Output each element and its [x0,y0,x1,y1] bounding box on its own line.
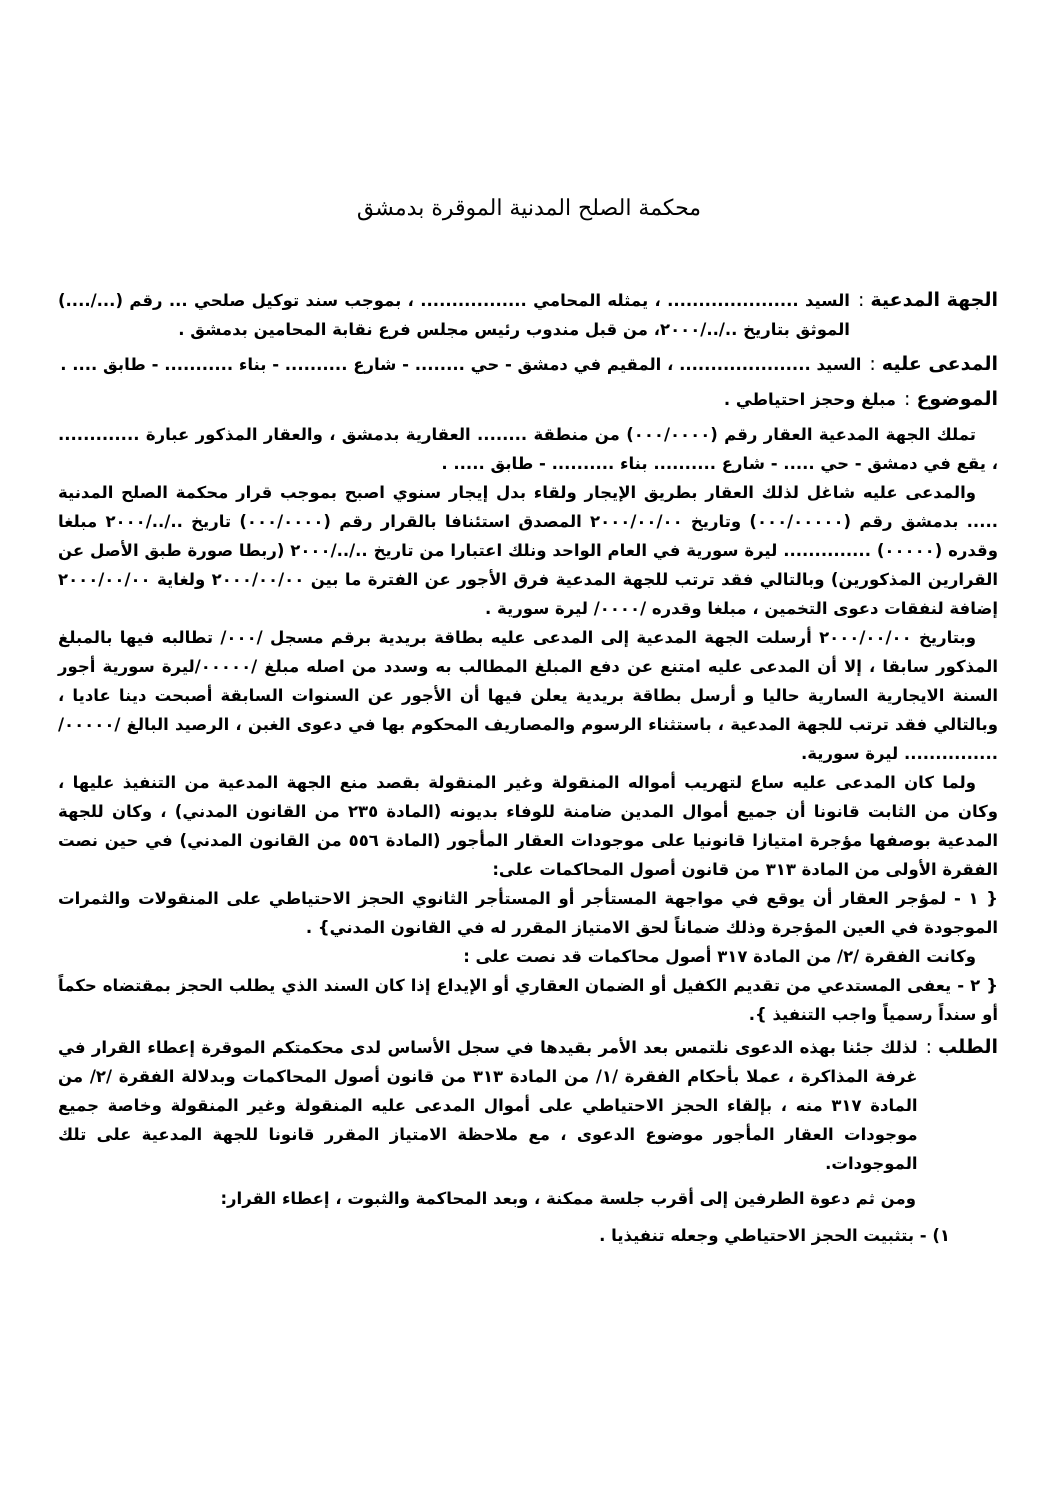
paragraph-notice: وبتاريخ ٢٠٠٠/٠٠/٠٠ أرسلت الجهة المدعية إلى المدعى عليه بطاقة بريدية برقم مسجل /٠٠٠/ تطالبه فيها بالمبلغ المذكور سابقا ، إلا أن المدعى عليه امتنع عن دفع المبلغ المطالب به وسدد من اصله مبلغ /٠٠٠٠٠/ليرة سورية أجور السنة الايجارية السارية حاليا و أرسل بطاقة بريدية يعلن فيها أن الأجور عن السنوات السابقة أصبحت دينا عاديا ، وبالتالي فقد ترتب للجهة المدعية ، باستثناء الرسوم والمصاريف المحكوم بها في دعوى الغبن ، الرصيد البالغ /٠٠٠٠٠/ ............... ليرة سورية. [58,628,998,763]
request-followup: ومن ثم دعوة الطرفين إلى أقرب جلسة ممكنة ، وبعد المحاكمة والثبوت ، إعطاء القرار: [220,1189,916,1208]
subject-label: الموضوع [916,388,998,410]
colon-separator: : [857,289,865,311]
paragraph-property: تملك الجهة المدعية العقار رقم (٠٠٠/٠٠٠٠) من منطقة ........ العقارية بدمشق ، والعقار المذكور عبارة ............. ، يقع في دمشق - حي ..... - شارع .......... بناء .......... - طابق ..... . [58,425,998,473]
document-body [58,286,998,1250]
subject-text: مبلغ وحجز احتياطي . [723,390,897,409]
defendant-section [58,350,998,379]
paragraph-lease: والمدعى عليه شاغل لذلك العقار بطريق الإيجار ولقاء بدل إيجار سنوي اصبح بموجب قرار محكمة الصلح المدنية ..... بدمشق رقم (٠٠٠/٠٠٠٠٠) وتاريخ ٢٠٠٠/٠٠/٠٠ المصدق استئنافا بالقرار رقم (٠٠٠/٠٠٠٠) تاريخ ../../٢٠٠٠ مبلغا وقدره (٠٠٠٠٠) .............. ليرة سورية في العام الواحد ونلك اعتبارا من تاريخ ../../٢٠٠٠ (ربطا صورة طبق الأصل عن القرارين المذكورين) وبالتالي فقد ترتب للجهة المدعية فرق الأجور عن الفترة ما بين ٢٠٠٠/٠٠/٠٠ ولغاية ٢٠٠٠/٠٠/٠٠ إضافة لنفقات دعوى التخمين ، مبلغا وقدره /٠٠٠٠/ ليرة سورية . [58,483,998,618]
facts-section [58,420,998,1029]
plaintiff-text: السيد ..................... ، يمثله المحامي ................. ، بموجب سند توكيل صلحي ... رقم (.../....) الموثق بتاريخ ../../٢٠٠٠، من قبل مندوب رئيس مجلس فرع نقابة المحامين بدمشق . [58,291,850,339]
request-text: لذلك جئنا بهذه الدعوى نلتمس بعد الأمر بقيدها في سجل الأساس لدى محكمتكم الموقرة إعطاء القرار في غرفة المذاكرة ، عملا بأحكام الفقرة /١/ من المادة ٣١٣ من قانون أصول المحاكمات وبدلالة الفقرة /٢/ من المادة ٣١٧ منه ، بإلقاء الحجز الاحتياطي على أموال المدعى عليه المنقولة وغير المنقولة وخاصة جميع موجودات العقار المأجور موضوع الدعوى ، مع ملاحظة الامتياز المقرر قانونا للجهة المدعية على تلك الموجودات. [58,1038,918,1173]
colon-separator: : [869,353,876,375]
request-section [58,1033,998,1178]
request-item: ١) - بتثبيت الحجز الاحتياطي وجعله تنفيذيا . [599,1226,950,1245]
paragraph-legal-basis: ولما كان المدعى عليه ساع لتهريب أمواله المنقولة وغير المنقولة بقصد منع الجهة المدعية من التنفيذ عليها ، وكان من الثابت قانونا أن جميع أموال المدين ضامنة للوفاء بديونه (المادة ٢٣٥ من القانون المدني) ، وكان للجهة المدعية بوصفها مؤجرة امتيازا قانونيا على موجودات العقار المأجور (المادة ٥٥٦ من القانون المدني) في حين نصت الفقرة الأولى من المادة ٣١٣ من قانون أصول المحاكمات على: [58,773,998,879]
court-title: محكمة الصلح المدنية الموقرة بدمشق [356,196,702,221]
quoted-article-317: { ٢ - يعفى المستدعي من تقديم الكفيل أو الضمان العقاري أو الإيداع إذا كان السند الذي يطلب الحجز بمقتضاه حكماً أو سنداً رسمياً واجب التنفيذ }. [58,976,998,1024]
plaintiff-section [58,286,998,344]
request-label: الطلب [937,1036,998,1058]
defendant-text: السيد ..................... ، المقيم في دمشق - حي ........ - شارع .......... - بناء ........... - طابق .... . [60,355,862,374]
plaintiff-label: الجهة المدعية [870,289,998,311]
colon-separator: : [925,1036,932,1058]
colon-separator: : [904,388,911,410]
subject-section [58,385,998,414]
quoted-article-313: { ١ - لمؤجر العقار أن يوقع في مواجهة المستأجر أو المستأجر الثانوي الحجز الاحتياطي على المنقولات والثمرات الموجودة في العين المؤجرة وذلك ضماناً لحق الامتياز المقرر له في القانون المدني} . [58,889,998,937]
paragraph-article-317: وكانت الفقرة /٢/ من المادة ٣١٧ أصول محاكمات قد نصت على : [463,947,976,966]
defendant-label: المدعى عليه [881,353,998,375]
